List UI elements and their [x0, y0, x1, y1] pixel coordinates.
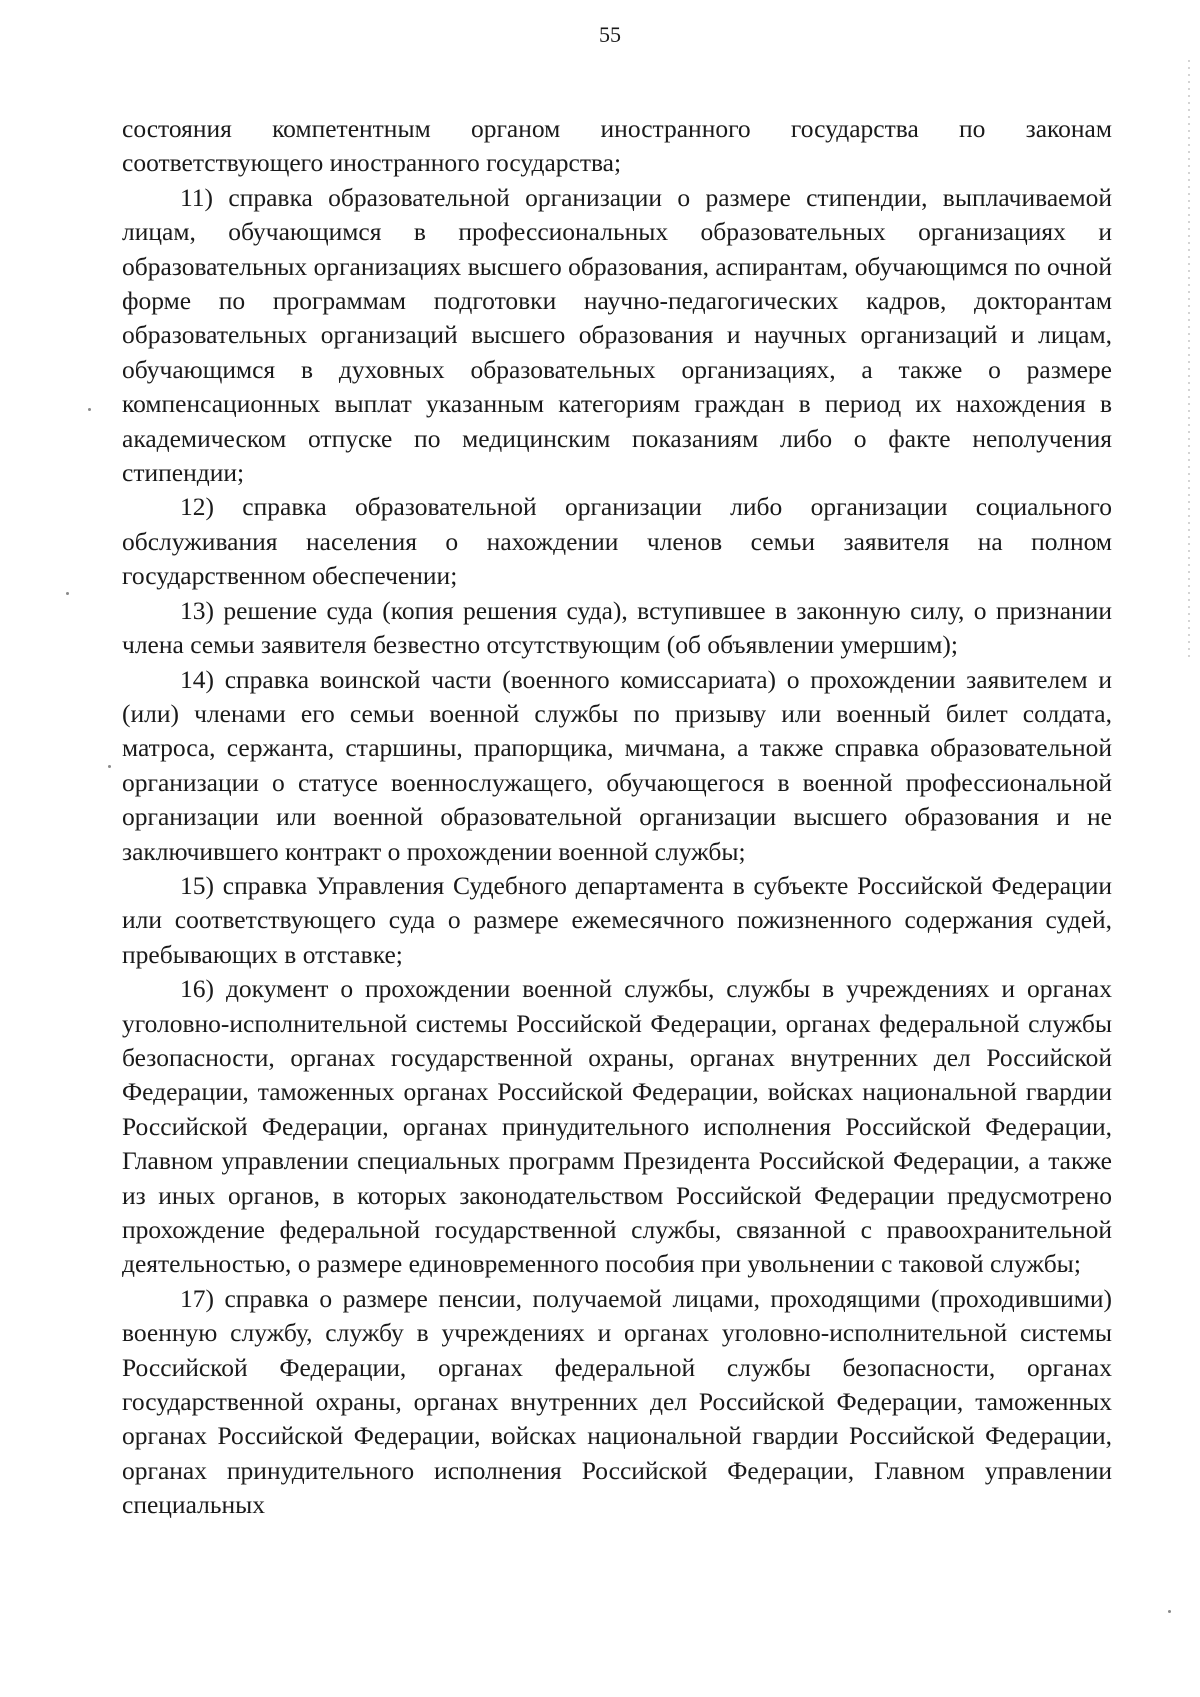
paragraph-item-16: 16) документ о прохождении военной службы, службы в учреждениях и органах уголовно-исполнительной системы Российской Федерации, органах федеральной службы безопасности, органах государственной охраны, органах внутренних дел Российской Федерации, таможенных органах Российской Федерации, войсках национальной гвардии Российской Федерации, органах принудительного исполнения Российской Федерации, Главном управлении специальных программ Президента Российской Федерации, а также из иных органов, в которых законодательством Российской Федерации предусмотрено прохождение федеральной государственной службы, связанной с правоохранительной деятельностью, о размере единовременного пособия при увольнении с таковой службы; [122, 974, 1112, 1279]
scan-speck [1168, 1610, 1171, 1613]
paragraph-item-14: 14) справка воинской части (военного комиссариата) о прохождении заявителем и (или) членами его семьи военной службы по призыву или военный билет солдата, матроса, сержанта, старшины, прапорщика, мичмана, а также справка образовательной организации о статусе военнослужащего, обучающегося в военной профессиональной организации или военной образовательной организации высшего образования и не заключившего контракт о прохождении военной службы; [122, 664, 1112, 866]
scan-speck [66, 592, 69, 595]
paragraph-item-15: 15) справка Управления Судебного департамента в субъекте Российской Федерации или соответствующего суда о размере ежемесячного пожизненного содержания судей, пребывающих в отставке; [122, 870, 1112, 969]
paragraph-item-17: 17) справка о размере пенсии, получаемой лицами, проходящими (проходившими) военную службу, службу в учреждениях и органах уголовно-исполнительной системы Российской Федерации, органах федеральной службы безопасности, органах государственной охраны, органах внутренних дел Российской Федерации, таможенных органах Российской Федерации, войсках национальной гвардии Российской Федерации, органах принудительного исполнения Российской Федерации, Главном управлении специальных [122, 1283, 1112, 1520]
paragraph-item-13: 13) решение суда (копия решения суда), вступившее в законную силу, о признании члена семьи заявителя безвестно отсутствующим (об объявлении умершим); [122, 595, 1112, 660]
scan-edge-artifact [1188, 60, 1190, 660]
scan-speck [108, 765, 111, 768]
document-body [122, 112, 1112, 1523]
scan-speck [88, 408, 91, 411]
paragraph-item-12: 12) справка образовательной организации либо организации социального обслуживания населения о нахождении членов семьи заявителя на полном государственном обеспечении; [122, 492, 1112, 591]
paragraph-item-11: 11) справка образовательной организации о размере стипендии, выплачиваемой лицам, обучающимся в профессиональных образовательных организациях и образовательных организациях высшего образования, аспирантам, обучающимся по очной форме по программам подготовки научно-педагогических кадров, докторантам образовательных организаций высшего образования и научных организаций и лицам, обучающимся в духовных образовательных организациях, а также о размере компенсационных выплат указанным категориям граждан в период их нахождения в академическом отпуске по медицинским показаниям либо о факте неполучения стипендии; [122, 182, 1112, 488]
page-number: 55 [599, 22, 621, 47]
paragraph-continuation: состояния компетентным органом иностранного государства по законам соответствующего иностранного государства; [122, 114, 1112, 178]
